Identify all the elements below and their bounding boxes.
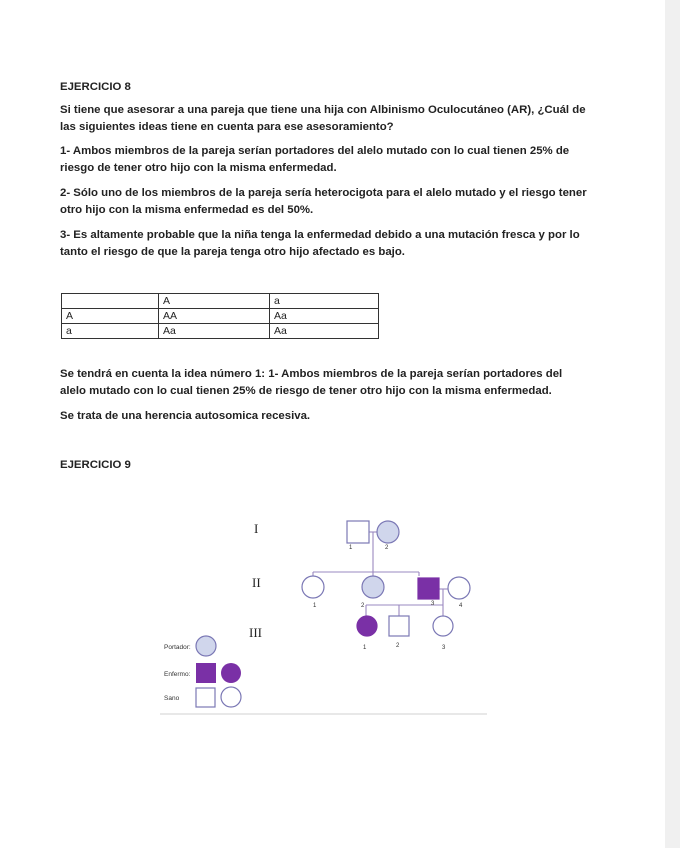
carrier-legend-symbol	[196, 636, 216, 656]
male-healthy-symbol	[347, 521, 369, 543]
exercise-8-title: EJERCICIO 8	[60, 81, 131, 93]
male-affected-symbol	[418, 578, 439, 599]
table-cell: AA	[159, 309, 270, 324]
healthy-male-legend-symbol	[196, 688, 215, 707]
female-healthy-symbol	[302, 576, 324, 598]
table-row	[62, 309, 379, 324]
generation-label: II	[252, 575, 261, 590]
option-1: 1- Ambos miembros de la pareja serían portadores del alelo mutado con lo cual tienen 25% de riesgo de tener otro hijo con la misma enfermedad.	[60, 145, 570, 174]
individual-number: 2	[385, 545, 389, 551]
pedigree-chart	[140, 500, 500, 722]
individual-number: 3	[431, 601, 435, 607]
individual-number: 1	[349, 545, 353, 551]
individual-number: 1	[363, 645, 367, 651]
table-cell: A	[159, 294, 270, 309]
individual-number: 2	[361, 603, 365, 609]
female-carrier-symbol	[362, 576, 384, 598]
generation-label: III	[249, 625, 262, 640]
table-row	[62, 294, 379, 309]
female-healthy-symbol	[433, 616, 453, 636]
female-healthy-symbol	[448, 577, 470, 599]
affected-male-legend-symbol	[196, 663, 216, 683]
table-cell: Aa	[159, 324, 270, 339]
option-3: 3- Es altamente probable que la niña tenga la enfermedad debido a una mutación fresca y por lo tanto el riesgo de que la pareja tenga otro hijo afectado es bajo.	[60, 229, 580, 258]
table-cell: A	[62, 309, 159, 324]
female-affected-symbol	[357, 616, 377, 636]
pedigree-lines	[313, 532, 448, 616]
table-cell: a	[270, 294, 379, 309]
affected-female-legend-symbol	[221, 663, 241, 683]
legend-healthy-label: Sano	[164, 695, 180, 702]
individual-number: 1	[313, 603, 317, 609]
legend-affected-label: Enfermo:	[164, 671, 191, 678]
table-cell: Aa	[270, 309, 379, 324]
conclusion-text: Se trata de una herencia autosomica recesiva.	[60, 410, 311, 422]
punnett-square	[61, 293, 379, 339]
table-cell	[62, 294, 159, 309]
option-2: 2- Sólo uno de los miembros de la pareja sería heterocigota para el alelo mutado y el riesgo tener otro hijo con la misma enfermedad es del 50%.	[60, 187, 587, 216]
table-cell: a	[62, 324, 159, 339]
exercise-8-question: Si tiene que asesorar a una pareja que tiene una hija con Albinismo Oculocutáneo (AR), ¿Cuál de las siguientes ideas tiene en cuenta para ese asesoramiento?	[60, 104, 586, 133]
male-healthy-symbol	[389, 616, 409, 636]
answer-text: Se tendrá en cuenta la idea número 1: 1- Ambos miembros de la pareja serían portadores del alelo mutado con lo cual tienen 25% de riesgo de tener otro hijo con la misma enfermedad.	[60, 368, 563, 397]
female-carrier-symbol	[377, 521, 399, 543]
healthy-female-legend-symbol	[221, 687, 241, 707]
generation-label: I	[254, 521, 259, 536]
exercise-9-title: EJERCICIO 9	[60, 459, 131, 471]
individual-number: 2	[396, 643, 400, 649]
legend-carrier-label: Portador:	[164, 644, 191, 651]
table-cell: Aa	[270, 324, 379, 339]
table-row	[62, 324, 379, 339]
individual-number: 3	[442, 645, 446, 651]
individual-number: 4	[459, 603, 463, 609]
